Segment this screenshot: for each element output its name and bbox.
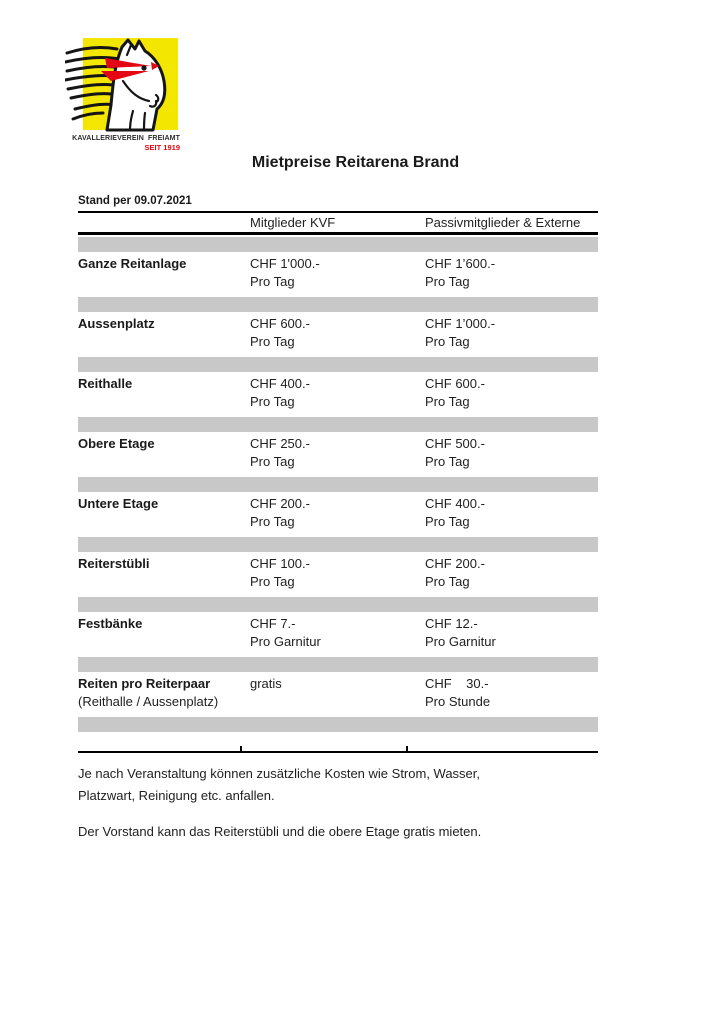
kvf-unit: Pro Tag — [250, 574, 295, 589]
table-bottom-rule — [78, 751, 598, 753]
ext-unit: Pro Garnitur — [425, 634, 496, 649]
kvf-unit: Pro Tag — [250, 454, 295, 469]
row-sublabel: (Reithalle / Aussenplatz) — [78, 694, 219, 709]
ext-price: CHF 500.- — [425, 436, 485, 451]
row-label: Reiten pro Reiterpaar — [78, 676, 211, 691]
table-row — [78, 552, 598, 597]
status-date: Stand per 09.07.2021 — [78, 195, 192, 207]
club-founding-year: SEIT 1919 — [144, 143, 180, 152]
ext-unit: Pro Stunde — [425, 694, 491, 709]
kvf-price: CHF 600.- — [250, 316, 310, 331]
note-line: Je nach Veranstaltung können zusätzliche Kosten wie Strom, Wasser, — [78, 766, 481, 781]
ext-unit: Pro Tag — [425, 334, 470, 349]
row-label: Obere Etage — [78, 436, 155, 451]
table-row — [78, 612, 598, 657]
kvf-unit: Pro Tag — [250, 274, 295, 289]
table-row — [78, 672, 598, 717]
price-table — [78, 237, 598, 732]
column-divider-tick — [406, 746, 408, 751]
ext-price: CHF 1’000.- — [425, 316, 496, 331]
row-separator-band — [78, 417, 598, 432]
table-header-rule — [78, 232, 598, 235]
ext-price: CHF 30.- — [425, 676, 489, 691]
page-title: Mietpreise Reitarena Brand — [251, 154, 460, 171]
ext-price: CHF 200.- — [425, 556, 485, 571]
ext-unit: Pro Tag — [425, 394, 470, 409]
ext-unit: Pro Tag — [425, 574, 470, 589]
ext-price: CHF 400.- — [425, 496, 485, 511]
row-label: Untere Etage — [78, 496, 159, 511]
table-header-row — [78, 215, 598, 232]
ext-price: CHF 600.- — [425, 376, 485, 391]
club-logo — [65, 33, 180, 158]
row-separator-band — [78, 657, 598, 672]
row-separator-band — [78, 357, 598, 372]
row-separator-band — [78, 237, 598, 252]
row-separator-band — [78, 477, 598, 492]
kvf-price: CHF 7.- — [250, 616, 296, 631]
ext-unit: Pro Tag — [425, 274, 470, 289]
kvf-price: CHF 250.- — [250, 436, 310, 451]
table-top-rule — [78, 211, 598, 213]
row-separator-band — [78, 597, 598, 612]
ext-unit: Pro Tag — [425, 514, 470, 529]
column-header-passivmitglieder: Passivmitglieder & Externe — [425, 215, 581, 230]
kvf-unit: Pro Garnitur — [250, 634, 321, 649]
row-label: Ganze Reitanlage — [78, 256, 187, 271]
row-label: Reiterstübli — [78, 556, 150, 571]
row-label: Reithalle — [78, 376, 133, 391]
kvf-price: CHF 200.- — [250, 496, 310, 511]
kvf-price: CHF 400.- — [250, 376, 310, 391]
row-separator-band — [78, 537, 598, 552]
table-row — [78, 492, 598, 537]
ext-price: CHF 1’600.- — [425, 256, 496, 271]
row-label: Festbänke — [78, 616, 143, 631]
kvf-price: CHF 100.- — [250, 556, 310, 571]
ext-price: CHF 12.- — [425, 616, 478, 631]
row-label: Aussenplatz — [78, 316, 155, 331]
footer-notes — [78, 763, 481, 843]
note-line: Platzwart, Reinigung etc. anfallen. — [78, 788, 275, 803]
kvf-price: CHF 1'000.- — [250, 256, 320, 271]
kvf-unit: Pro Tag — [250, 514, 295, 529]
table-end-band — [78, 717, 598, 732]
ext-unit: Pro Tag — [425, 454, 470, 469]
table-row — [78, 312, 598, 357]
kvf-price: gratis — [250, 676, 282, 691]
club-name: KAVALLERIEVEREIN FREIAMT — [72, 133, 180, 142]
column-header-mitglieder: Mitglieder KVF — [250, 215, 336, 230]
kvf-unit: Pro Tag — [250, 334, 295, 349]
table-row — [78, 372, 598, 417]
row-separator-band — [78, 297, 598, 312]
column-divider-tick — [240, 746, 242, 751]
table-row — [78, 252, 598, 297]
table-row — [78, 432, 598, 477]
note-line: Der Vorstand kann das Reiterstübli und die obere Etage gratis mieten. — [78, 824, 482, 839]
kvf-unit: Pro Tag — [250, 394, 295, 409]
horse-head-logo-icon — [65, 33, 180, 133]
